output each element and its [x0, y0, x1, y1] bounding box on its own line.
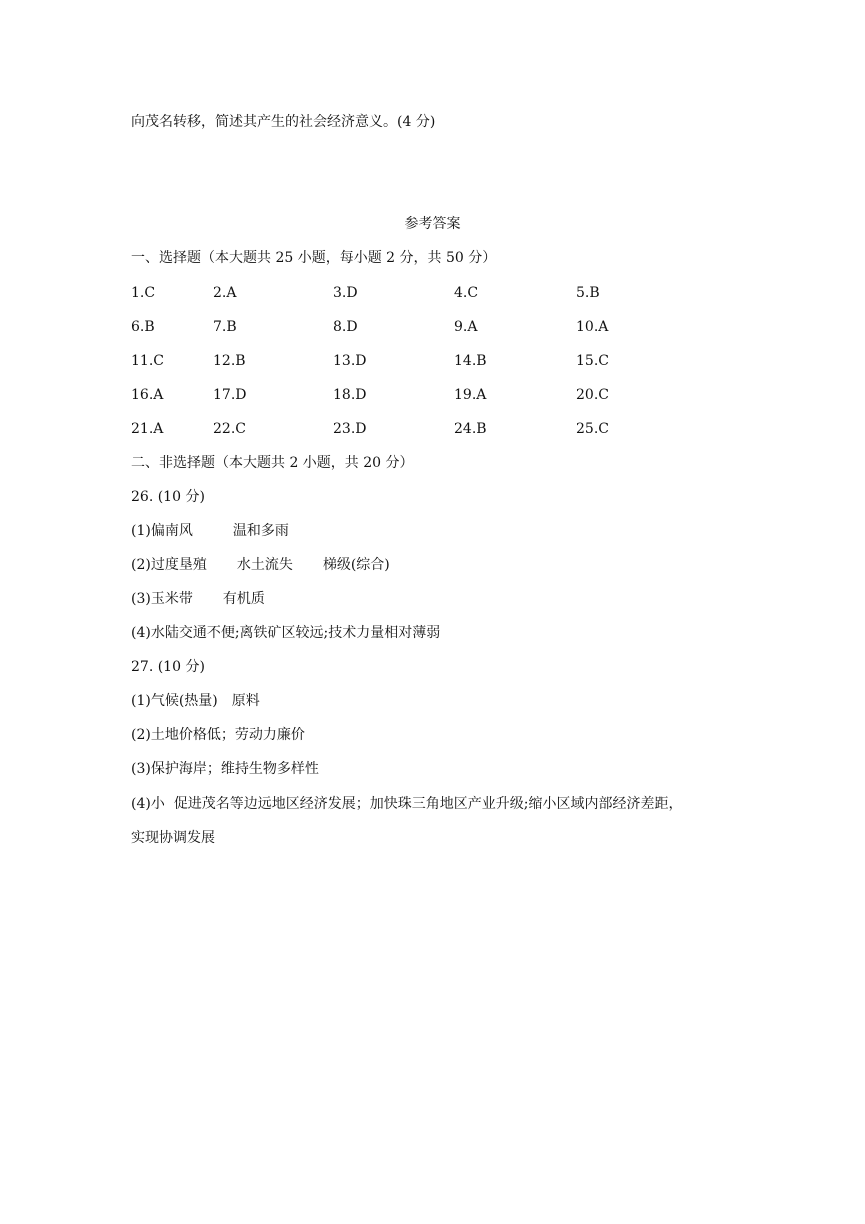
q26-answer-1-part: (1)偏南风	[131, 523, 193, 539]
q26-answer-2-part: 梯级(综合)	[322, 557, 390, 573]
q27-answer-2: (2)土地价格低；劳动力廉价	[131, 727, 305, 743]
answer-item: 16.A	[131, 387, 164, 403]
question-tail-text: 向茂名转移，简述其产生的社会经济意义。(4 分)	[131, 114, 436, 130]
answer-item: 1.C	[131, 285, 156, 301]
q27-answer-4-line1: (4)小 促进茂名等边远地区经济发展；加快珠三角地区产业升级;缩小区域内部经济差距，	[131, 796, 683, 812]
answer-item: 9.A	[454, 319, 478, 335]
q27-answer-1	[131, 691, 260, 711]
answer-item: 8.D	[333, 319, 358, 335]
q27-answer-3: (3)保护海岸；维持生物多样性	[131, 761, 319, 777]
answer-item: 22.C	[213, 421, 246, 437]
answer-item: 14.B	[454, 353, 487, 369]
q26-answer-3-part: (3)玉米带	[131, 591, 193, 607]
answer-item: 23.D	[333, 421, 367, 437]
answer-item: 10.A	[576, 319, 609, 335]
answer-item: 5.B	[576, 285, 600, 301]
q26-answer-3	[131, 589, 265, 609]
answer-title: 参考答案	[404, 216, 461, 232]
answer-item: 21.A	[131, 421, 164, 437]
answer-item: 12.B	[213, 353, 246, 369]
answer-item: 17.D	[213, 387, 247, 403]
q26-answer-2	[131, 555, 390, 575]
answer-item: 20.C	[576, 387, 609, 403]
q27-label: 27. (10 分)	[131, 659, 205, 675]
q26-answer-1-part: 温和多雨	[232, 523, 289, 539]
section2-heading: 二、非选择题（本大题共 2 小题，共 20 分）	[131, 455, 414, 471]
answer-item: 19.A	[454, 387, 487, 403]
q26-answer-2-part: (2)过度垦殖	[131, 557, 207, 573]
answer-item: 4.C	[454, 285, 479, 301]
answer-item: 24.B	[454, 421, 487, 437]
answer-item: 6.B	[131, 319, 155, 335]
q27-answer-4-line2: 实现协调发展	[131, 830, 215, 846]
q26-answer-3-part: 有机质	[222, 591, 265, 607]
answer-item: 3.D	[333, 285, 358, 301]
answer-item: 15.C	[576, 353, 609, 369]
answer-item: 2.A	[213, 285, 237, 301]
q26-label: 26. (10 分)	[131, 489, 205, 505]
section1-heading: 一、选择题（本大题共 25 小题，每小题 2 分，共 50 分）	[131, 250, 497, 266]
answer-item: 13.D	[333, 353, 367, 369]
q26-answer-1	[131, 521, 289, 541]
answer-item: 11.C	[131, 353, 164, 369]
q27-answer-1-part: (1)气候(热量)	[131, 693, 218, 709]
answer-item: 18.D	[333, 387, 367, 403]
q26-answer-2-part: 水土流失	[236, 557, 293, 573]
answer-item: 7.B	[213, 319, 237, 335]
answer-item: 25.C	[576, 421, 609, 437]
q26-answer-4: (4)水陆交通不便;离铁矿区较远;技术力量相对薄弱	[131, 625, 441, 641]
q27-answer-1-part: 原料	[231, 693, 260, 709]
